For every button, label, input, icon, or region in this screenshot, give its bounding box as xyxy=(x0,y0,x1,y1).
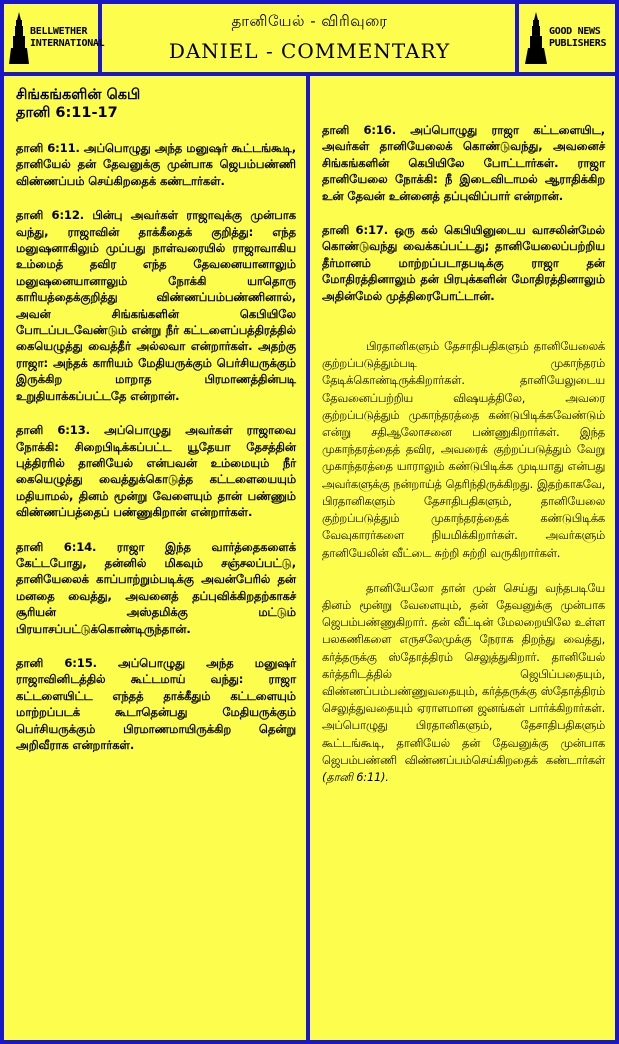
verse-paragraph: தானி 6:15. அப்பொழுது அந்த மனுஷர் ராஜாவினிடத்தில் கூட்டமாய் வந்து: ராஜா கட்டளையிட்ட எந்தத் தாக்கீதும் கட்டளையும் மாற்றப்படக் கூடாதென்பது மேதியருக்கும் பெர்சியருக்கும் பிரமாணமாயிருக்கிற தென்று அறிவீராக என்றார்கள். xyxy=(16,655,296,752)
page-header xyxy=(4,4,615,72)
heading-title: சிங்கங்களின் கெபி xyxy=(16,87,141,103)
logo-line-2: PUBLISHERS xyxy=(549,38,607,49)
verse-paragraph: தானி 6:11. அப்பொழுது அந்த மனுஷர் கூட்டங்கூடி, தானியேல் தன் தேவனுக்கு முன்பாக ஜெபம்பண்ணி விண்ணப்பம் செய்கிறதைக் கண்டார்கள். xyxy=(16,141,296,188)
bellwether-logo xyxy=(4,4,105,72)
verse-paragraph: தானி 6:14. ராஜா இந்த வார்த்தைகளைக் கேட்டபோது, தன்னில் மிகவும் சஞ்சலப்பட்டு, தானியேலைக் காப்பாற்றும்படிக்கு அவன்பேரில் தன் மனதை வைத்து, அவனைத் தப்புவிக்கிறதற்காகச் சூரியன் அஸ்தமிக்கு மட்டும் பிரயாசப்பட்டுக்கொண்டிருந்தான். xyxy=(16,539,296,636)
commentary-paragraph xyxy=(322,580,605,786)
commentary-reference: (தானி 6:11). xyxy=(322,769,389,784)
title-english: DANIEL - COMMENTARY xyxy=(168,39,451,63)
verse-paragraph: தானி 6:17. ஒரு கல் கெபியினுடைய வாசலின்மேல் கொண்டுவந்து வைக்கப்பட்டது; தானியேலைப்பற்றிய தீர்மானம் மாற்றப்படாதபடிக்கு ராஜா தன் மோதிரத்தினாலும் தன் பிரபுக்களின் மோதிரத்தினாலும் அதின்மேல் முத்திரைபோட்டான். xyxy=(322,223,605,303)
verse-paragraph: தானி 6:13. அப்பொழுது அவர்கள் ராஜாவை நோக்கி: சிறைபிடிக்கப்பட்ட யூதேயா தேசத்தின் புத்திரரில் தானியேல் என்பவன் உம்மையும் நீர் கையெழுத்து வைத்துக்கொடுத்த கட்டளையையும் மதியாமல், தினம் மூன்று வேளையும் தான் பண்ணும் விண்ணப்பத்தைப் பண்ணுகிறான் என்றார்கள். xyxy=(16,423,296,520)
good-news-logo xyxy=(515,4,615,72)
verse-paragraph: தானி 6:16. அப்பொழுது ராஜா கட்டளையிட, அவர்கள் தானியேலைக் கொண்டுவந்து, அவனைச் சிங்கங்களின் கெபியிலே போட்டார்கள். ராஜா தானியேலை நோக்கி: நீ இடைவிடாமல் ஆராதிக்கிற உன் தேவன் உன்னைத் தப்புவிப்பார் என்றான். xyxy=(322,123,605,203)
logo-line-1: GOOD NEWS xyxy=(549,26,601,37)
logo-line-2: INTERNATIONAL xyxy=(30,38,105,49)
tower-icon xyxy=(9,12,29,64)
title-tamil: தானியேல் - விரிவுரை xyxy=(231,12,388,30)
section-heading xyxy=(16,86,296,122)
commentary-text: தானியேலோ தான் முன் செய்து வந்தபடியே தினம் மூன்று வேளையும், தன் தேவனுக்கு முன்பாக ஜெபம்பண்ணுகிறார். தன் வீட்டின் மேலறையிலே உள்ள பலகணிகளை எருசலேமுக்கு நேராக திறந்து வைத்து, கர்த்தருக்கு ஸ்தோத்திரம் செலுத்துகிறார். தானியேல் கர்த்தரிடத்தில் ஜெபிப்பதையும், விண்ணப்பம்பண்ணுவதையும், கர்த்தருக்கு ஸ்தோத்திரம் செலுத்துவதையும் ஏராளமான ஜனங்கள் பார்க்கிறார்கள். அப்பொழுது பிரதானிகளும், தேசாதிபதிகளும் கூட்டங்கூடி, தானியேல் தன் தேவனுக்கு முன்பாக ஜெபம்பண்ணி விண்ணப்பம்செய்கிறதைக் கண்டார்கள் xyxy=(322,580,605,767)
verse-paragraph: தானி 6:12. பின்பு அவர்கள் ராஜாவுக்கு முன்பாக வந்து, ராஜாவின் தாக்கீதைக் குறித்து: எந்த மனுஷனாகிலும் முப்பது நாள்வரையில் ராஜாவாகிய உம்மைத் தவிர எந்த தேவனையானாலும் மனுஷனையானாலும் நோக்கி யாதொரு காரியத்தைக்குறித்து விண்ணப்பம்பண்ணினால், அவன் சிங்கங்களின் கெபியிலே போடப்படவேண்டும் என்று நீர் கட்டளைப்பத்திரத்தில் கையெழுத்து வைத்தீர் அல்லவா என்றார்கள். அதற்கு ராஜா: அந்தக் காரியம் மேதியருக்கும் பெர்சியருக்கும் இருக்கிற மாறாத பிரமாணத்தின்படி உறுதியாக்கப்பட்டதே என்றான். xyxy=(16,208,296,403)
right-column xyxy=(310,76,615,1040)
title-box xyxy=(108,4,511,72)
tower-icon xyxy=(525,12,547,64)
left-column xyxy=(4,76,306,1040)
logo-line-1: BELLWETHER xyxy=(30,26,88,37)
heading-reference: தானி 6:11-17 xyxy=(16,105,118,121)
commentary-paragraph: பிரதானிகளும் தேசாதிபதிகளும் தானியேலைக் குற்றப்படுத்தும்படி முகாந்தரம் தேடிக்கொண்டிருக்கிறார்கள். தானியேலுடைய தேவனைப்பற்றிய விஷயத்திலே, அவரை குற்றப்படுத்தும் முகாந்தரத்தை கண்டுபிடிக்கவேண்டும் என்று சதிஆலோசனை பண்ணுகிறார்கள். இந்த முகாந்தரத்தைத் தவிர, அவரைக் குற்றப்படுத்தும் வேறு முகாந்தரத்தை யாராலும் கண்டுபிடிக்க முடியாது என்பது அவர்களுக்கு நன்றாய்த் தெரிந்திருக்கிறது. இதற்காகவே, பிரதானிகளும் தேசாதிபதிகளும், தானியேலை குற்றப்படுத்தும் முகாந்தரத்தைக் கண்டுபிடிக்க வேவுகாரர்களை நியமிக்கிறார்கள். அவர்களும் தானியேலின் வீட்டை சுற்றி சுற்றி வருகிறார்கள். xyxy=(322,339,605,560)
